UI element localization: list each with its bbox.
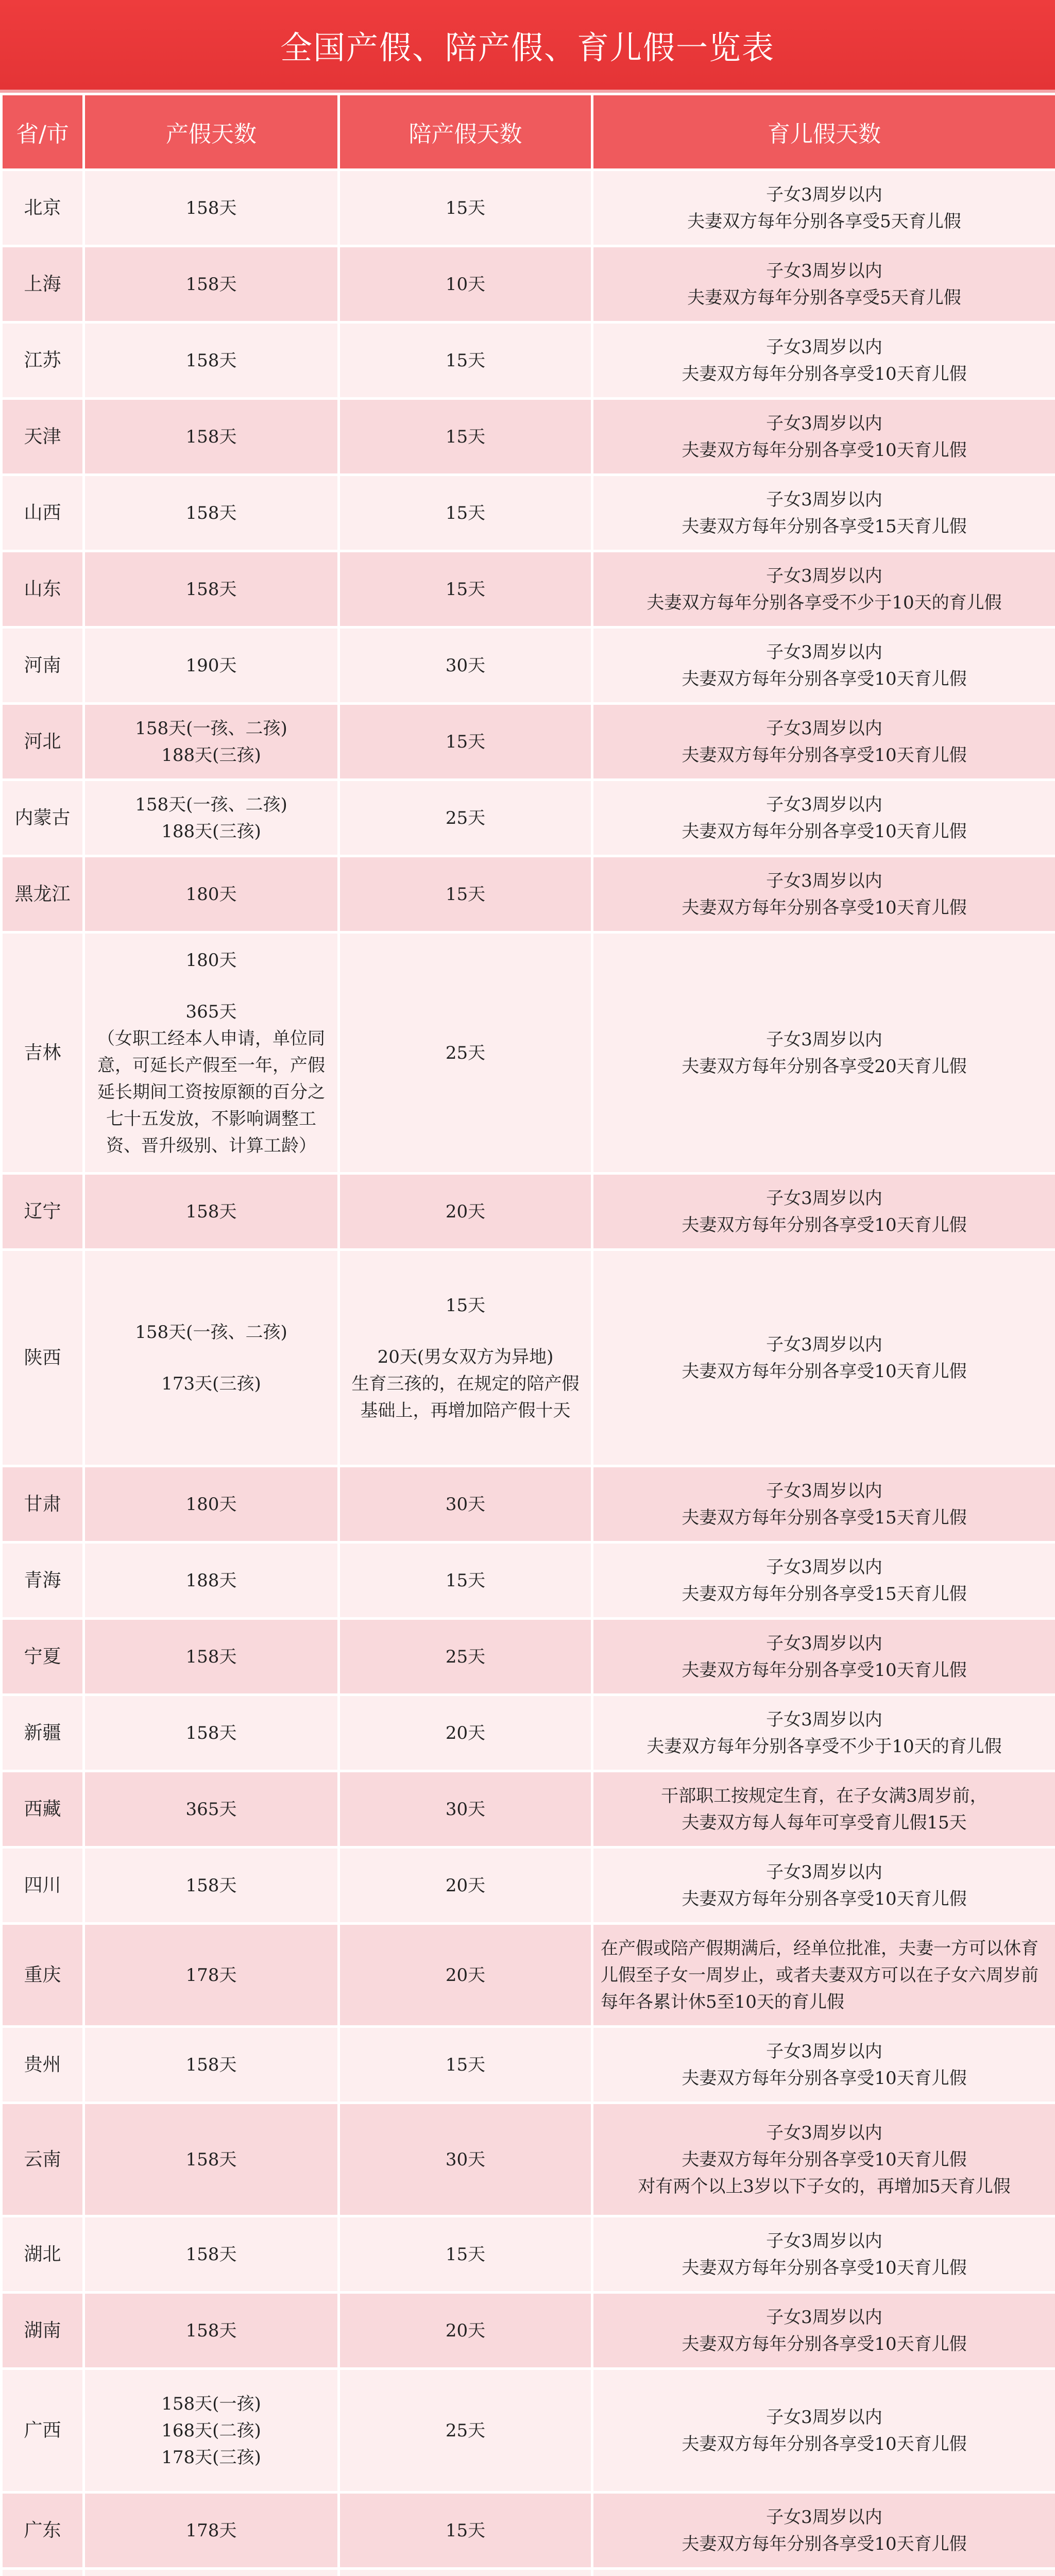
province-cell: 山西 <box>2 475 84 551</box>
paternity-cell: 15天 <box>339 2027 592 2103</box>
maternity-cell: 158天 <box>84 2027 339 2103</box>
maternity-cell: 190天 <box>84 628 339 704</box>
paternity-cell: 15天 <box>339 323 592 399</box>
parental-cell: 子女3周岁以内 夫妻双方每年分别各享受10天育儿假 <box>592 2369 1055 2493</box>
table-row <box>2 856 1055 933</box>
paternity-cell: 30天 <box>339 1466 592 1543</box>
province-cell: 重庆 <box>2 1924 84 2027</box>
table-row <box>2 933 1055 1174</box>
table-row <box>2 2493 1055 2569</box>
parental-cell: 子女3周岁以内 夫妻双方每年分别各享受10天育儿假 <box>592 2493 1055 2569</box>
parental-cell <box>592 2569 1055 2576</box>
page-title: 全国产假、陪产假、育儿假一览表 <box>0 0 1055 93</box>
maternity-cell: 188天 <box>84 1543 339 1619</box>
maternity-cell: 158天 <box>84 1695 339 1771</box>
table-row <box>2 2027 1055 2103</box>
maternity-cell: 158天 <box>84 323 339 399</box>
maternity-cell: 178天 <box>84 1924 339 2027</box>
table-row <box>2 2293 1055 2369</box>
header-province: 省/市 <box>2 94 84 170</box>
maternity-cell: 158天 <box>84 246 339 323</box>
maternity-cell: 158天 <box>84 2216 339 2293</box>
paternity-cell: 15天 <box>339 704 592 780</box>
paternity-cell: 15天 <box>339 170 592 246</box>
table-row <box>2 2103 1055 2216</box>
parental-cell: 在产假或陪产假期满后，经单位批准，夫妻一方可以休育儿假至子女一周岁止，或者夫妻双方可以在子女六周岁前每年各累计休5至10天的育儿假 <box>592 1924 1055 2027</box>
province-cell: 陕西 <box>2 1250 84 1466</box>
table-row <box>2 704 1055 780</box>
province-cell: 广东 <box>2 2493 84 2569</box>
parental-cell: 子女3周岁以内 夫妻双方每年分别各享受10天育儿假 对有两个以上3岁以下子女的，再增加5天育儿假 <box>592 2103 1055 2216</box>
table-row <box>2 399 1055 475</box>
maternity-cell: 158天 <box>84 551 339 628</box>
maternity-cell <box>84 1250 339 1466</box>
province-cell: 西藏 <box>2 1771 84 1848</box>
table-row <box>2 1695 1055 1771</box>
paternity-cell: 15天 <box>339 551 592 628</box>
parental-cell: 子女3周岁以内 夫妻双方每年分别各享受10天育儿假 <box>592 704 1055 780</box>
paternity-cell: 20天 <box>339 1174 592 1250</box>
table-row <box>2 170 1055 246</box>
header-row <box>2 94 1055 170</box>
parental-cell: 子女3周岁以内 夫妻双方每年分别各享受10天育儿假 <box>592 1174 1055 1250</box>
maternity-cell: 158天(一孩、二孩) 188天(三孩) <box>84 780 339 856</box>
paternity-cell: 25天 <box>339 2369 592 2493</box>
paternity-cell: 15天 <box>339 856 592 933</box>
maternity-cell <box>84 933 339 1174</box>
parental-cell: 子女3周岁以内 夫妻双方每年分别各享受10天育儿假 <box>592 2216 1055 2293</box>
parental-cell: 子女3周岁以内 夫妻双方每年分别各享受15天育儿假 <box>592 475 1055 551</box>
table-row <box>2 1250 1055 1466</box>
paternity-extra: 20天(男女双方为异地) 生育三孩的，在规定的陪产假基础上，再增加陪产假十天 <box>351 1346 580 1421</box>
maternity-cell: 158天 <box>84 1848 339 1924</box>
paternity-cell <box>339 1250 592 1466</box>
province-cell: 上海 <box>2 246 84 323</box>
table-row <box>2 2216 1055 2293</box>
parental-cell: 子女3周岁以内 夫妻双方每年分别各享受不少于10天的育儿假 <box>592 551 1055 628</box>
province-cell: 山东 <box>2 551 84 628</box>
province-cell: 广西 <box>2 2369 84 2493</box>
maternity-cell: 158天(一孩) 168天(二孩) 178天(三孩) <box>84 2369 339 2493</box>
province-cell: 贵州 <box>2 2027 84 2103</box>
parental-cell: 子女3周岁以内 夫妻双方每年分别各享受10天育儿假 <box>592 628 1055 704</box>
table-row <box>2 1771 1055 1848</box>
paternity-cell: 25天 <box>339 1619 592 1695</box>
parental-cell: 子女3周岁以内 夫妻双方每年分别各享受20天育儿假 <box>592 933 1055 1174</box>
province-cell: 内蒙古 <box>2 780 84 856</box>
maternity-standard: 180天 <box>185 950 237 971</box>
paternity-cell: 25天 <box>339 780 592 856</box>
table-row <box>2 475 1055 551</box>
table-row <box>2 323 1055 399</box>
province-cell: 宁夏 <box>2 1619 84 1695</box>
paternity-cell: 20天 <box>339 1695 592 1771</box>
paternity-cell: 20天 <box>339 2293 592 2369</box>
maternity-cell: 180天 <box>84 856 339 933</box>
parental-cell: 子女3周岁以内 夫妻双方每年分别各享受10天育儿假 <box>592 1619 1055 1695</box>
maternity-cell: 158天 <box>84 399 339 475</box>
table-row <box>2 1466 1055 1543</box>
table-row <box>2 2569 1055 2576</box>
maternity-cell: 158天 <box>84 1619 339 1695</box>
paternity-cell <box>339 2569 592 2576</box>
maternity-first-second: 158天(一孩、二孩) <box>135 1321 287 1343</box>
province-cell: 云南 <box>2 2103 84 2216</box>
province-cell: 青海 <box>2 1543 84 1619</box>
paternity-cell: 15天 <box>339 1543 592 1619</box>
parental-cell: 子女3周岁以内 夫妻双方每年分别各享受10天育儿假 <box>592 856 1055 933</box>
table-row <box>2 551 1055 628</box>
paternity-cell: 30天 <box>339 1771 592 1848</box>
header-maternity: 产假天数 <box>84 94 339 170</box>
paternity-standard: 15天 <box>445 1295 486 1316</box>
province-cell: 四川 <box>2 1848 84 1924</box>
paternity-cell: 25天 <box>339 933 592 1174</box>
parental-cell: 子女3周岁以内 夫妻双方每年分别各享受15天育儿假 <box>592 1466 1055 1543</box>
parental-cell: 子女3周岁以内 夫妻双方每年分别各享受10天育儿假 <box>592 2027 1055 2103</box>
table-row <box>2 2369 1055 2493</box>
parental-cell: 子女3周岁以内 夫妻双方每年分别各享受10天育儿假 <box>592 2293 1055 2369</box>
province-cell: 天津 <box>2 399 84 475</box>
maternity-cell: 180天 <box>84 1466 339 1543</box>
table-row <box>2 1848 1055 1924</box>
table-row <box>2 1543 1055 1619</box>
province-cell: 吉林 <box>2 933 84 1174</box>
maternity-cell: 365天 <box>84 1771 339 1848</box>
province-cell: 江苏 <box>2 323 84 399</box>
paternity-cell: 30天 <box>339 2103 592 2216</box>
parental-cell: 子女3周岁以内 夫妻双方每年分别各享受10天育儿假 <box>592 780 1055 856</box>
parental-cell: 子女3周岁以内 夫妻双方每年分别各享受10天育儿假 <box>592 1250 1055 1466</box>
parental-cell: 干部职工按规定生育，在子女满3周岁前， 夫妻双方每人每年可享受育儿假15天 <box>592 1771 1055 1848</box>
leave-table <box>0 93 1055 2576</box>
parental-cell: 子女3周岁以内 夫妻双方每年分别各享受10天育儿假 <box>592 399 1055 475</box>
province-cell <box>2 2569 84 2576</box>
maternity-cell: 158天 <box>84 2293 339 2369</box>
maternity-cell: 178天 <box>84 2493 339 2569</box>
paternity-cell: 15天 <box>339 2493 592 2569</box>
province-cell: 湖北 <box>2 2216 84 2293</box>
table-row <box>2 628 1055 704</box>
paternity-cell: 15天 <box>339 475 592 551</box>
maternity-extended: 365天 （女职工经本人申请，单位同意，可延长产假至一年，产假延长期间工资按原额的百分之七十五发放，不影响调整工资、晋升级别、计算工龄） <box>97 1001 325 1156</box>
province-cell: 河南 <box>2 628 84 704</box>
province-cell: 黑龙江 <box>2 856 84 933</box>
table-row <box>2 1924 1055 2027</box>
province-cell: 河北 <box>2 704 84 780</box>
parental-cell: 子女3周岁以内 夫妻双方每年分别各享受5天育儿假 <box>592 246 1055 323</box>
paternity-cell: 20天 <box>339 1848 592 1924</box>
header-paternity: 陪产假天数 <box>339 94 592 170</box>
province-cell: 甘肃 <box>2 1466 84 1543</box>
parental-cell: 子女3周岁以内 夫妻双方每年分别各享受10天育儿假 <box>592 1848 1055 1924</box>
maternity-cell: 158天 <box>84 170 339 246</box>
maternity-cell: 158天 <box>84 1174 339 1250</box>
table-row <box>2 780 1055 856</box>
maternity-cell: 158天 <box>84 475 339 551</box>
parental-cell: 子女3周岁以内 夫妻双方每年分别各享受15天育儿假 <box>592 1543 1055 1619</box>
province-cell: 北京 <box>2 170 84 246</box>
parental-cell: 子女3周岁以内 夫妻双方每年分别各享受10天育儿假 <box>592 323 1055 399</box>
maternity-cell <box>84 2569 339 2576</box>
paternity-cell: 15天 <box>339 2216 592 2293</box>
paternity-cell: 10天 <box>339 246 592 323</box>
maternity-third: 173天(三孩) <box>161 1373 261 1394</box>
table-row <box>2 1619 1055 1695</box>
province-cell: 湖南 <box>2 2293 84 2369</box>
maternity-cell: 158天 <box>84 2103 339 2216</box>
paternity-cell: 30天 <box>339 628 592 704</box>
maternity-cell: 158天(一孩、二孩) 188天(三孩) <box>84 704 339 780</box>
parental-cell: 子女3周岁以内 夫妻双方每年分别各享受5天育儿假 <box>592 170 1055 246</box>
paternity-cell: 20天 <box>339 1924 592 2027</box>
table-row <box>2 1174 1055 1250</box>
parental-cell: 子女3周岁以内 夫妻双方每年分别各享受不少于10天的育儿假 <box>592 1695 1055 1771</box>
province-cell: 新疆 <box>2 1695 84 1771</box>
table-row <box>2 246 1055 323</box>
header-parental: 育儿假天数 <box>592 94 1055 170</box>
paternity-cell: 15天 <box>339 399 592 475</box>
province-cell: 辽宁 <box>2 1174 84 1250</box>
